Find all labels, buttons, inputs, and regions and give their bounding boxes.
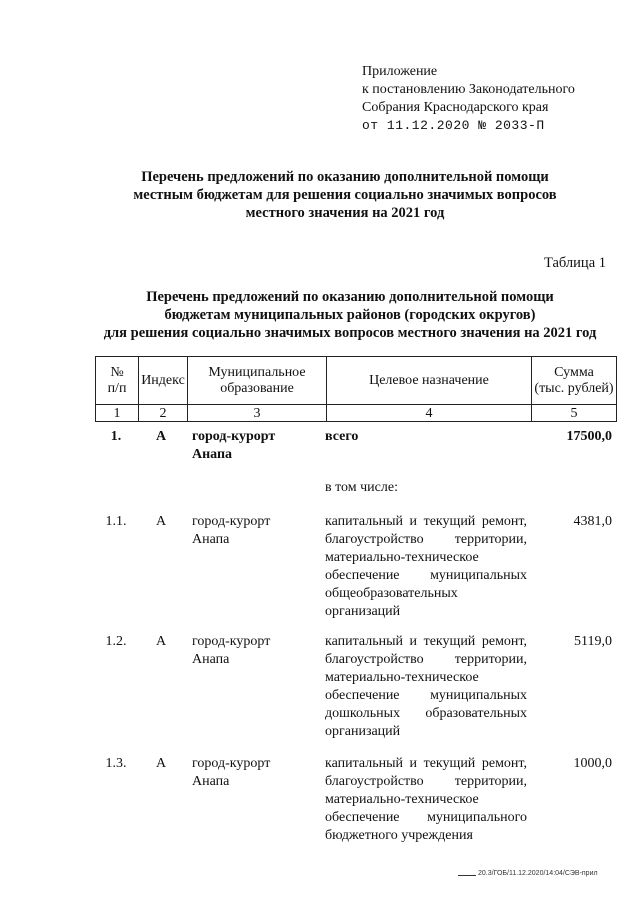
row-index: А	[155, 634, 167, 649]
row-purpose: всего	[325, 429, 359, 444]
header-index: Индекс	[139, 357, 188, 405]
row-number: 1.3.	[105, 756, 127, 771]
main-title-line: местным бюджетам для решения социально значимых вопросов	[133, 187, 557, 203]
header-num-line: п/п	[107, 380, 127, 396]
header-municipality-line: образование	[220, 380, 294, 396]
row-purpose: капитальный и текущий ремонт, благоустройство территории, материально-техническое обеспечение муниципальных дошкольных образовательных организаций	[325, 634, 527, 739]
row-sum: 17500,0	[566, 429, 612, 444]
municipality-line: город-курорт	[192, 429, 276, 444]
row-index: А	[155, 514, 167, 529]
appendix-date-number: от 11.12.2020 № 2033-П	[362, 118, 545, 133]
header-municipality-line: Муниципальное	[208, 364, 306, 380]
appendix-line: к постановлению Законодательного	[362, 82, 575, 97]
main-title-line: Перечень предложений по оказанию дополнительной помощи	[141, 169, 549, 185]
row-municipality	[192, 633, 317, 669]
header-sum	[532, 357, 617, 405]
row-number: 1.	[110, 429, 122, 444]
municipality-line: Анапа	[192, 447, 233, 462]
municipality-line: город-курорт	[192, 756, 271, 771]
row-sum: 5119,0	[574, 634, 612, 649]
table-label: Таблица 1	[543, 255, 606, 271]
row-sum: 1000,0	[573, 756, 612, 771]
header-num	[96, 357, 139, 405]
appendix-line: Собрания Краснодарского края	[362, 100, 549, 115]
appendix-line: Приложение	[362, 64, 438, 79]
municipality-line: Анапа	[192, 774, 230, 789]
row-purpose: капитальный и текущий ремонт, благоустройство территории, материально-техническое обеспечение муниципального бюджетного учреждения	[325, 756, 527, 843]
municipality-line: Анапа	[192, 652, 230, 667]
row-municipality	[192, 513, 317, 549]
in-total-label: в том числе:	[325, 480, 398, 495]
header-municipality	[188, 357, 327, 405]
main-title-line: местного значения на 2021 год	[245, 205, 445, 221]
row-index: А	[155, 756, 167, 771]
row-sum: 4381,0	[573, 514, 612, 529]
appendix-block	[362, 63, 575, 135]
table-title	[80, 288, 620, 342]
main-title	[90, 168, 600, 222]
column-number: 4	[327, 405, 532, 422]
footer-document-code: 20.3/ГОБ/11.12.2020/14:04/СЭВ-прил	[478, 870, 598, 877]
table-header	[95, 356, 617, 422]
row-municipality	[192, 428, 317, 464]
row-purpose: капитальный и текущий ремонт, благоустройство территории, материально-техническое обеспечение муниципальных общеобразовательных организаций	[325, 514, 527, 619]
row-number: 1.1.	[105, 514, 127, 529]
table-title-line: Перечень предложений по оказанию дополнительной помощи	[146, 289, 554, 305]
header-sum-line: Сумма	[554, 364, 594, 380]
municipality-line: город-курорт	[192, 514, 271, 529]
column-number: 3	[188, 405, 327, 422]
municipality-line: город-курорт	[192, 634, 271, 649]
row-index: А	[155, 429, 167, 444]
column-number: 5	[532, 405, 617, 422]
column-number: 1	[96, 405, 139, 422]
column-number: 2	[139, 405, 188, 422]
table-title-line: бюджетам муниципальных районов (городских округов)	[164, 307, 536, 323]
table-title-line: для решения социально значимых вопросов местного значения на 2021 год	[103, 325, 597, 341]
municipality-line: Анапа	[192, 532, 230, 547]
header-purpose: Целевое назначение	[327, 357, 532, 405]
header-num-line: №	[110, 364, 124, 380]
row-number: 1.2.	[105, 634, 127, 649]
row-municipality	[192, 755, 317, 791]
header-sum-line: (тыс. рублей)	[534, 380, 614, 396]
